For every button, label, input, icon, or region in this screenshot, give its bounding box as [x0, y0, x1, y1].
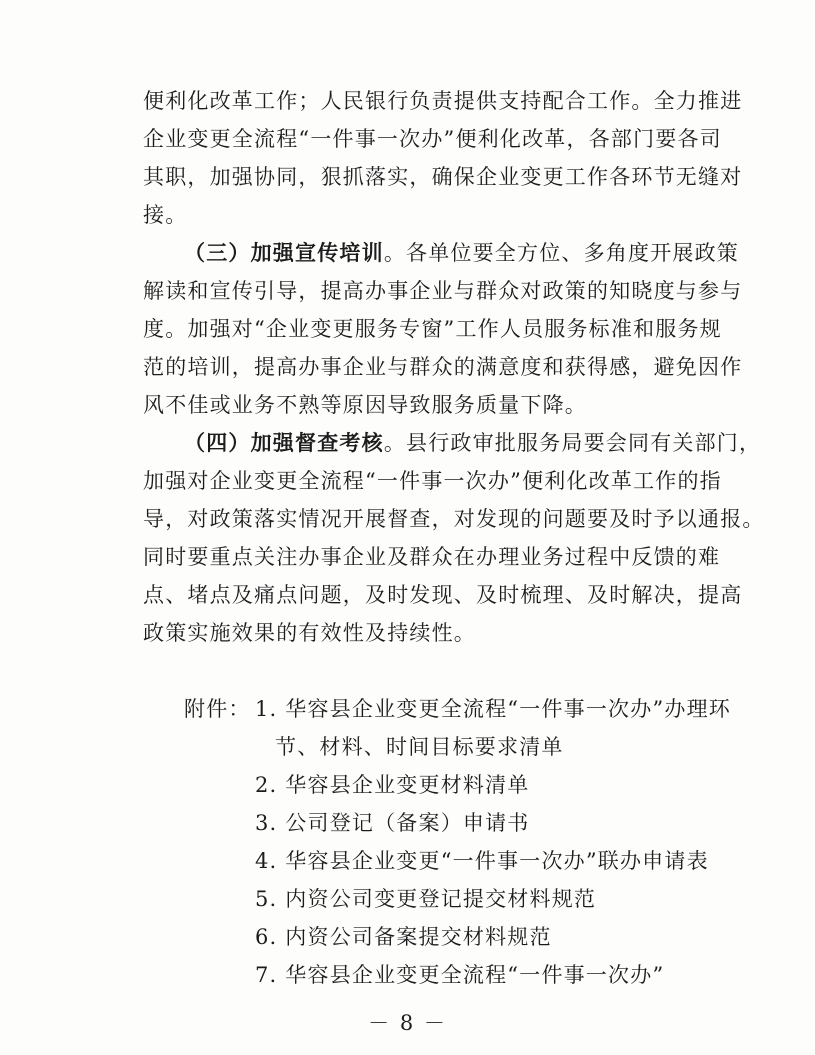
paragraph-line: 同时要重点关注办事企业及群众在办理业务过程中反馈的难	[143, 545, 721, 569]
attachments-label: 附件：	[184, 697, 251, 721]
attachment-item: 5. 内资公司变更登记提交材料规范	[255, 887, 597, 911]
attachment-item: 2. 华容县企业变更材料清单	[255, 773, 530, 797]
page-number: － 8 －	[368, 1011, 447, 1035]
attachment-item: 1. 华容县企业变更全流程“一件事一次办”办理环	[255, 697, 731, 721]
paragraph-line: 范的培训，提高办事企业与群众的满意度和获得感，避免因作	[143, 355, 743, 379]
section-heading: （三）加强宣传培训	[184, 240, 384, 265]
paragraph-line: 政策实施效果的有效性及持续性。	[143, 621, 476, 645]
paragraph-line: 风不佳或业务不熟等原因导致服务质量下降。	[143, 393, 587, 417]
paragraph-line: 导，对政策落实情况开展督查，对发现的问题要及时予以通报。	[143, 507, 765, 531]
paragraph-line: 接。	[143, 203, 188, 227]
attachment-item: 6. 内资公司备案提交材料规范	[255, 925, 552, 949]
paragraph-line: 解读和宣传引导，提高办事企业与群众对政策的知晓度与参与	[143, 279, 743, 303]
attachment-item: 4. 华容县企业变更“一件事一次办”联办申请表	[255, 849, 709, 873]
attachment-item: 7. 华容县企业变更全流程“一件事一次办”	[255, 963, 665, 987]
paragraph-line: 企业变更全流程“一件事一次办”便利化改革，各部门要各司	[143, 127, 722, 151]
section-heading: （四）加强督查考核	[184, 430, 384, 455]
section-four-first-line	[184, 428, 762, 458]
section-text: 。各单位要全方位、多角度开展政策	[383, 241, 740, 265]
paragraph-line: 便利化改革工作；人民银行负责提供支持配合工作。全力推进	[143, 89, 743, 113]
paragraph-line: 加强对企业变更全流程“一件事一次办”便利化改革工作的指	[143, 469, 722, 493]
paragraph-line: 点、堵点及痛点问题，及时发现、及时梳理、及时解决，提高	[143, 583, 743, 607]
section-three-first-line	[184, 238, 740, 268]
attachment-item: 3. 公司登记（备案）申请书	[255, 811, 530, 835]
section-text: 。县行政审批服务局要会同有关部门，	[383, 431, 762, 455]
paragraph-line: 度。加强对“企业变更服务专窗”工作人员服务标准和服务规	[143, 317, 722, 341]
attachment-item-continued: 节、材料、时间目标要求清单	[275, 735, 564, 759]
paragraph-line: 其职，加强协同，狠抓落实，确保企业变更工作各环节无缝对	[143, 165, 743, 189]
